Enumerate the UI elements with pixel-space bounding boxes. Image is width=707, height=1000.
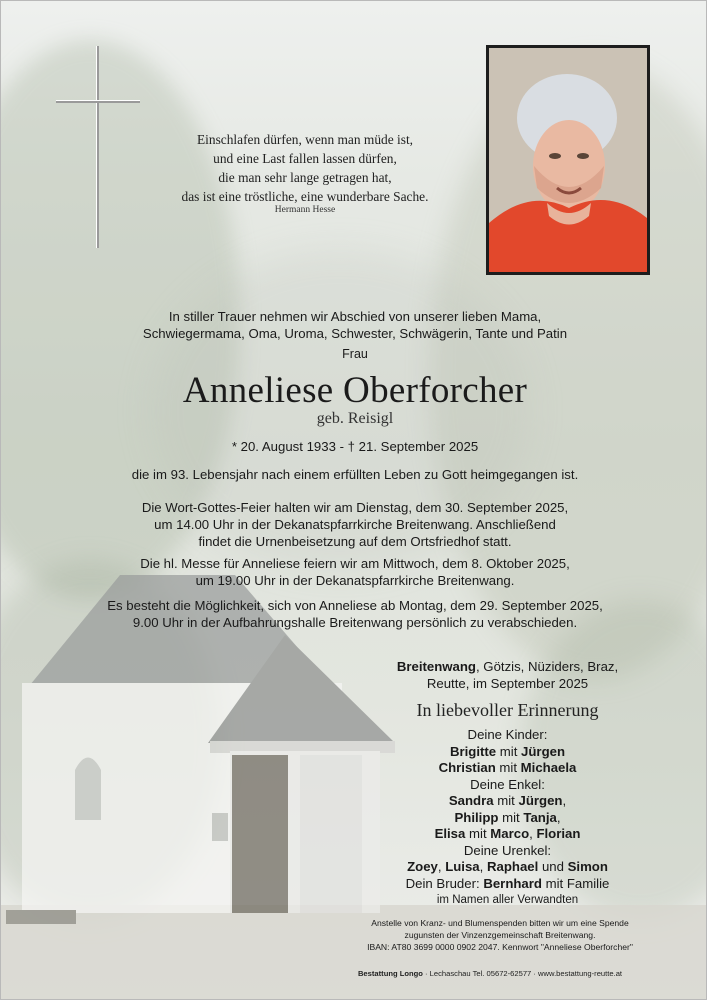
family-line: Dein Bruder: Bernhard mit Familie — [405, 875, 610, 891]
intro-text — [60, 308, 650, 342]
family-list — [375, 727, 640, 909]
service-line: Die Wort-Gottes-Feier halten wir am Dienstag, dem 30. September 2025, — [141, 500, 569, 515]
life-dates: * 20. August 1933 - † 21. September 2025 — [231, 439, 479, 454]
service-line: um 19.00 Uhr in der Dekanatspfarrkirche Breitenwang. — [195, 573, 515, 588]
donation-note — [340, 917, 660, 953]
quote-line: und eine Last fallen lassen dürfen, — [213, 151, 397, 166]
town-main: Breitenwang — [396, 659, 476, 674]
intro-line: Schwiegermama, Oma, Uroma, Schwester, Schwägerin, Tante und Patin — [142, 326, 568, 341]
service-paragraph-3 — [60, 597, 650, 631]
portrait-photo — [486, 45, 650, 275]
service-line: Die hl. Messe für Anneliese feiern wir am Mittwoch, dem 8. Oktober 2025, — [140, 556, 570, 571]
age-line: die im 93. Lebensjahr nach einem erfüllten Leben zu Gott heimgegangen ist. — [131, 467, 579, 482]
donation-line: IBAN: AT80 3699 0000 0902 2047. Kennwort "Anneliese Oberforcher" — [367, 942, 633, 952]
family-line: Philipp mit Tanja, — [454, 809, 561, 825]
cross-horizontal — [56, 100, 140, 103]
service-paragraph-2 — [60, 555, 650, 589]
family-line: Elisa mit Marco, Florian — [434, 826, 581, 841]
intro-line: In stiller Trauer nehmen wir Abschied von unserer lieben Mama, — [168, 309, 542, 324]
donation-line: Anstelle von Kranz- und Blumenspenden bitten wir um eine Spende — [371, 918, 629, 928]
family-line: Christian mit Michaela — [438, 760, 577, 775]
funeral-home-name: Bestattung Longo — [357, 969, 423, 978]
cross-vertical — [96, 46, 99, 248]
service-line: 9.00 Uhr in der Aufbahrungshalle Breitenwang persönlich zu verabschieden. — [132, 615, 578, 630]
portrait-illustration — [489, 48, 647, 272]
service-line: Es besteht die Möglichkeit, sich von Anneliese ab Montag, dem 29. September 2025, — [107, 598, 603, 613]
birth-name: geb. Reisigl — [316, 410, 394, 427]
funeral-home-details: · Lechaschau Tel. 05672-62577 · www.bestattung-reutte.at — [422, 969, 623, 978]
footer — [300, 969, 680, 978]
grandchildren-label: Deine Enkel: — [470, 776, 545, 792]
date-line: Reutte, im September 2025 — [426, 675, 589, 691]
quote-line: Einschlafen dürfen, wenn man müde ist, — [196, 132, 414, 147]
donation-line: zugunsten der Vinzenzgemeinschaft Breitenwang. — [404, 930, 596, 940]
family-line: Brigitte mit Jürgen — [449, 743, 566, 759]
deceased-name: Anneliese Oberforcher — [182, 370, 528, 411]
towns-line — [375, 659, 640, 676]
quote — [150, 130, 460, 206]
place-and-date — [375, 659, 640, 692]
memory-heading: In liebevoller Erinnerung — [416, 700, 599, 720]
family-line: Zoey, Luisa, Raphael und Simon — [407, 859, 608, 874]
towns-rest: , Götzis, Nüziders, Braz, — [475, 659, 619, 674]
great-grandchildren-label: Deine Urenkel: — [463, 842, 552, 858]
service-paragraph-1 — [60, 499, 650, 550]
salutation: Frau — [342, 347, 368, 361]
children-label: Deine Kinder: — [467, 727, 548, 742]
family-line: Sandra mit Jürgen, — [448, 793, 567, 808]
service-line: findet die Urnenbeisetzung auf dem Ortsfriedhof statt. — [198, 534, 512, 549]
quote-line: das ist eine tröstliche, eine wunderbare Sache. — [181, 189, 429, 204]
relatives-line: im Namen aller Verwandten — [436, 894, 579, 906]
quote-author: Hermann Hesse — [274, 205, 336, 215]
service-line: um 14.00 Uhr in der Dekanatspfarrkirche Breitenwang. Anschließend — [154, 517, 556, 532]
quote-line: die man sehr lange getragen hat, — [218, 170, 392, 185]
